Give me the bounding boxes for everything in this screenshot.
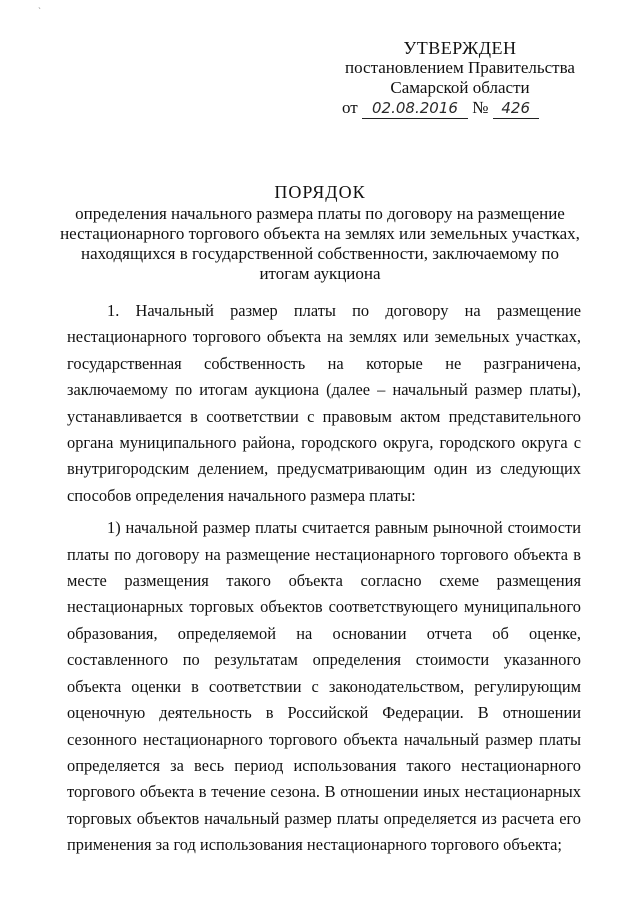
handwritten-date: 02.08.2016: [362, 98, 468, 119]
approval-stamp-block: [330, 38, 590, 119]
approval-heading: УТВЕРЖДЕН: [403, 38, 517, 58]
paragraph-2: 1) начальной размер платы считается равным рыночной стоимости платы по договору на размещение нестационарного торгового объекта в месте размещения такого объекта согласно схеме размещения нестационарных торговых объектов соответствующего муниципального образования, определяемой на основании отчета об оценке, составленного по результатам определения стоимости указанного объекта оценки в соответствии с законодательством, регулирующим оценочную деятельность в Российской Федерации. В отношении сезонного нестационарного торгового объекта начальный размер платы определяется за весь период использования такого нестационарного торгового объекта в течение сезона. В отношении иных нестационарных торговых объектов начальный размер платы определяется из расчета его применения за год использования нестационарного торгового объекта;: [67, 518, 581, 855]
handwritten-number: 426: [493, 98, 539, 119]
number-label: №: [472, 98, 489, 117]
approval-line-2: Самарской области: [390, 78, 530, 97]
paragraph-1: 1. Начальный размер платы по договору на размещение нестационарного торгового объекта на землях или земельных участках, государственная собственность на которые не разграничена, заключаемому по итогам аукциона (далее – начальный размер платы), устанавливается в соответствии с правовым актом представительного органа муниципального района, городского округа, городского округа с внутригородским делением, предусматривающим один из следующих способов определения начального размера платы:: [67, 301, 581, 505]
corner-mark: `: [38, 6, 41, 16]
approval-line-1: постановлением Правительства: [345, 58, 575, 77]
document-title: ПОРЯДОК: [274, 182, 366, 202]
approval-date-number-line: [330, 98, 590, 119]
document-subtitle: определения начального размера платы по договору на размещение нестационарного торгового объекта на землях или земельных участках, находящихся в государственной собственности, заключаемому по итогам аукциона: [60, 204, 580, 283]
document-body: [67, 298, 581, 859]
document-title-block: [60, 182, 580, 284]
from-label: от: [342, 98, 358, 117]
